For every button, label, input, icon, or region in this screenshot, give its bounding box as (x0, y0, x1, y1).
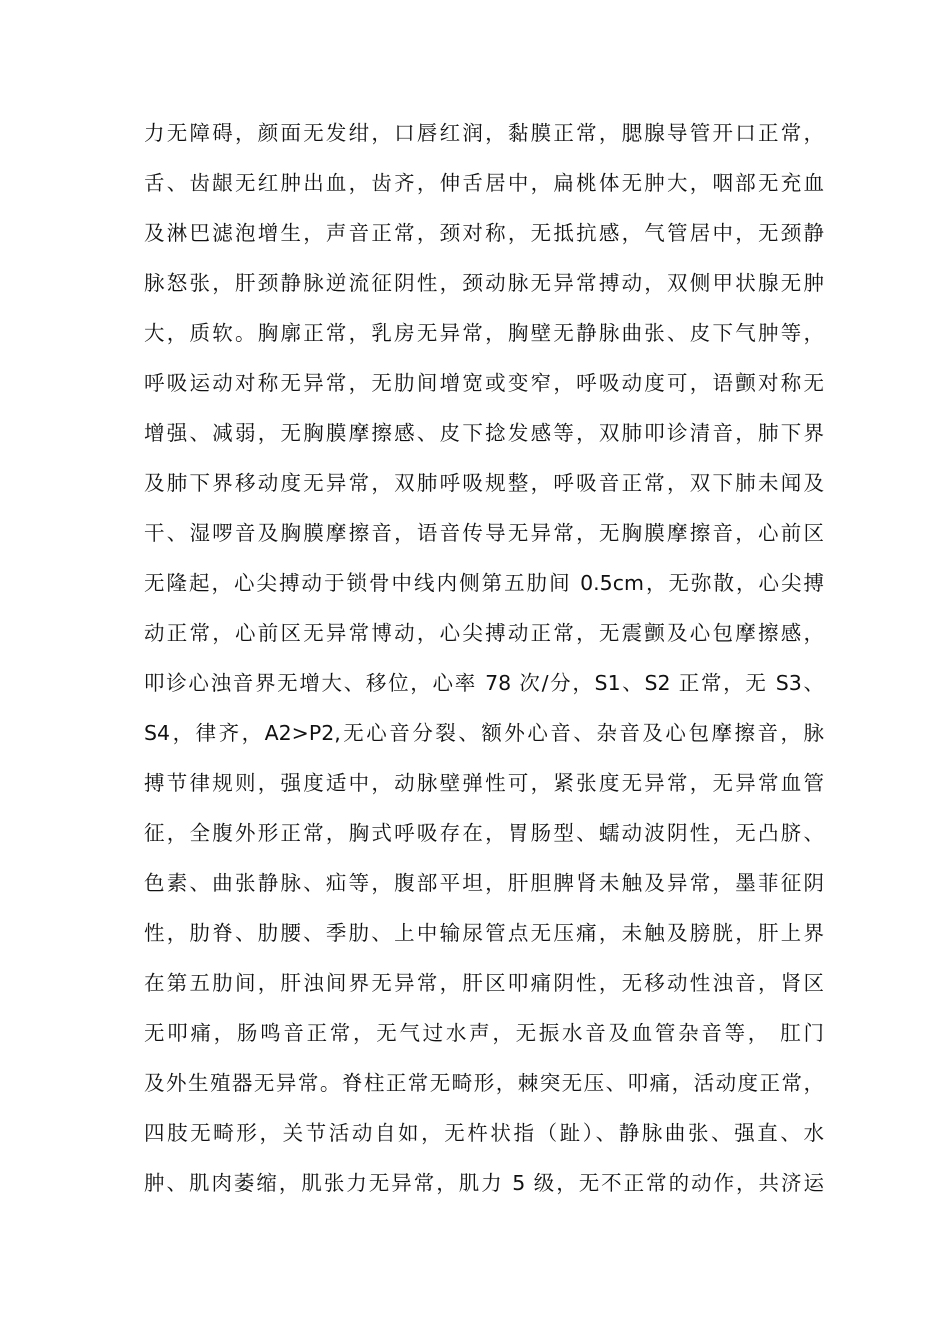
text-line: 干、湿啰音及胸膜摩擦音，语音传导无异常，无胸膜摩擦音，心前区 (144, 521, 824, 545)
body-text (144, 108, 824, 1208)
text-line: 在第五肋间，肝浊间界无异常，肝区叩痛阴性，无移动性浊音，肾区 (144, 971, 824, 995)
text-line: 叩诊心浊音界无增大、移位，心率 78 次/分，S1、S2 正常，无 S3、 (144, 671, 824, 695)
text-line: 无隆起，心尖搏动于锁骨中线内侧第五肋间 0.5cm，无弥散，心尖搏 (144, 571, 824, 595)
text-line: 及淋巴滤泡增生，声音正常，颈对称，无抵抗感，气管居中，无颈静 (144, 221, 824, 245)
text-line: 征，全腹外形正常，胸式呼吸存在，胃肠型、蠕动波阴性，无凸脐、 (144, 821, 824, 845)
text-line: 增强、减弱，无胸膜摩擦感、皮下捻发感等，双肺叩诊清音，肺下界 (144, 421, 824, 445)
text-line: 色素、曲张静脉、疝等，腹部平坦，肝胆脾肾未触及异常，墨菲征阴 (144, 871, 824, 895)
text-line: 力无障碍，颜面无发绀，口唇红润，黏膜正常，腮腺导管开口正常， (144, 121, 824, 145)
text-line: 动正常，心前区无异常博动，心尖搏动正常，无震颤及心包摩擦感， (144, 621, 824, 645)
text-line: 及外生殖器无异常。脊柱正常无畸形，棘突无压、叩痛，活动度正常， (144, 1071, 824, 1095)
text-line: 性，肋脊、肋腰、季肋、上中输尿管点无压痛，未触及膀胱，肝上界 (144, 921, 824, 945)
text-line: 大，质软。胸廓正常，乳房无异常，胸壁无静脉曲张、皮下气肿等， (144, 321, 824, 345)
text-line: 四肢无畸形，关节活动自如，无杵状指（趾）、静脉曲张、强直、水 (144, 1121, 824, 1145)
text-line: 搏节律规则，强度适中，动脉壁弹性可，紧张度无异常，无异常血管 (144, 771, 824, 795)
text-line: 舌、齿龈无红肿出血，齿齐，伸舌居中，扁桃体无肿大，咽部无充血 (144, 171, 824, 195)
text-line: 呼吸运动对称无异常，无肋间增宽或变窄，呼吸动度可，语颤对称无 (144, 371, 824, 395)
text-line: 及肺下界移动度无异常，双肺呼吸规整，呼吸音正常，双下肺未闻及 (144, 471, 824, 495)
text-line: 脉怒张，肝颈静脉逆流征阴性，颈动脉无异常搏动，双侧甲状腺无肿 (144, 271, 824, 295)
text-line: S4，律齐，A2>P2,无心音分裂、额外心音、杂音及心包摩擦音，脉 (144, 721, 824, 745)
text-line: 无叩痛，肠鸣音正常，无气过水声，无振水音及血管杂音等， 肛门 (144, 1021, 824, 1045)
text-line: 肿、肌肉萎缩，肌张力无异常，肌力 5 级，无不正常的动作，共济运 (144, 1171, 824, 1195)
